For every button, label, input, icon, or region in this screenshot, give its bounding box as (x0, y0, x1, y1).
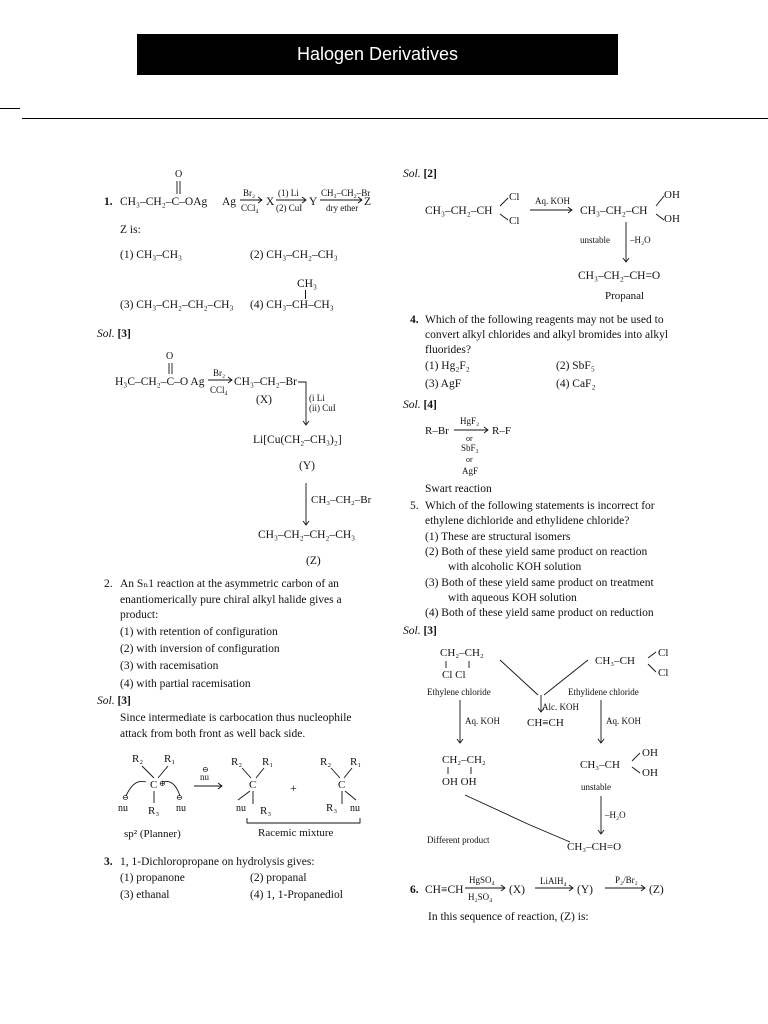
sol1-step2-b: (ii) CuI (309, 403, 336, 413)
q5-stem-line-1: Which of the following statements is incorrect for (425, 500, 655, 512)
q3-option-1: (1) propanone (120, 872, 185, 884)
page-title-banner (137, 34, 618, 75)
sol1-answer: [3] (117, 328, 131, 340)
sol5-acetaldehyde: CH₃–CH=O (567, 841, 622, 853)
sol2-cation-r1: R₁ (164, 753, 176, 765)
sol1-scheme (110, 345, 390, 570)
header-rule-left (0, 108, 20, 109)
q1-number: 1. (104, 196, 113, 208)
q2-option-2: (2) with inversion of configuration (120, 643, 280, 655)
q1-stem: Z is: (120, 224, 141, 236)
q1-reactant: CH₃–CH₂–C–OAg (120, 196, 208, 208)
sol3-scheme (420, 182, 700, 307)
sol3-answer: [2] (423, 168, 437, 180)
q6-y: (Y) (577, 884, 593, 896)
sol1-x-label: (X) (256, 394, 272, 406)
sol2-arrow-nu: nu (200, 772, 209, 782)
q4-option-3: (3) AgF (425, 378, 462, 390)
q6-reaction-scheme (405, 870, 695, 905)
sol5-ethylene-name: Ethylene chloride (427, 687, 491, 697)
q6-number: 6. (410, 884, 419, 896)
q1-reagent1-top: Br₂ (243, 188, 256, 198)
sol4-reaction-name: Swart reaction (425, 483, 492, 495)
sol2-sol: Sol. (97, 695, 115, 707)
sol4-sol: Sol. (403, 399, 421, 411)
sol2-p1-r2: R₂ (231, 756, 243, 768)
sol3-product: CH₃–CH₂–CH (580, 205, 648, 217)
q5-option-3-line-2: with aqueous KOH solution (448, 592, 577, 604)
q1-reagent2-top: (1) Li (278, 188, 299, 198)
q6-start: CH≡CH (425, 884, 464, 896)
sol5-acetylene: CH≡CH (527, 717, 564, 729)
sol1-oxygen: O (166, 351, 174, 362)
q4-number: 4. (410, 314, 419, 326)
q1-reaction-scheme (100, 165, 385, 215)
sol5-glycol-formula: CH₂–CH₂ (442, 754, 486, 766)
sol4-answer: [4] (423, 399, 437, 411)
sol2-nu-left: nu (118, 803, 128, 814)
q5-option-2-line-2: with alcoholic KOH solution (448, 561, 582, 573)
q6-stem: In this sequence of reaction, (Z) is: (428, 911, 589, 923)
sol5-gem-oh-bottom: OH (642, 767, 658, 779)
q1-z: Z (364, 196, 372, 208)
sol5-aq-koh-right: Aq. KOH (606, 716, 641, 726)
sol1-reagent1-bottom: CCl₄ (210, 385, 228, 395)
q1-option-4-branch: CH₃ (297, 278, 317, 290)
sol2-p2-r3: R₃ (326, 802, 338, 814)
q5-stem-line-2: ethylene dichloride and ethylidene chloride? (425, 515, 630, 527)
sol2-p1-r3: R₃ (260, 805, 272, 817)
q6-reagent1-top: HgSO₄ (469, 875, 495, 885)
q4-option-2: (2) SbF₅ (556, 360, 595, 372)
sol5-alc-koh: Alc. KOH (542, 702, 579, 712)
sol1-y-label: (Y) (299, 460, 315, 472)
q5-option-2-line-1: (2) Both of these yield same product on reaction (425, 546, 648, 558)
q5-option-4: (4) Both of these yield same product on reduction (425, 607, 654, 619)
q5-option-3-line-1: (3) Both of these yield same product on treatment (425, 577, 654, 589)
q4-stem-line-3: fluorides? (425, 344, 471, 356)
q2-stem-line-2: enantiomerically pure chiral alkyl halide gives a (120, 594, 342, 606)
q4-option-4: (4) CaF₂ (556, 378, 596, 390)
sol4-scheme (420, 412, 530, 480)
sol5-answer: [3] (423, 625, 437, 637)
sol3-final-name: Propanal (605, 290, 645, 302)
q2-option-4: (4) with partial racemisation (120, 678, 251, 690)
header-rule (22, 118, 768, 119)
sol2-racemic-label: Racemic mixture (258, 827, 334, 839)
q3-option-2: (2) propanal (250, 872, 307, 884)
sol1-step2-a: (i Li (309, 393, 325, 403)
sol1-label (97, 326, 131, 342)
sol4-lhs: R–Br (425, 425, 449, 437)
sol4-rhs: R–F (492, 425, 511, 437)
sol2-p2-r1: R₁ (350, 756, 362, 768)
sol2-racemization-diagram (110, 748, 380, 843)
sol3-unstable: unstable (580, 235, 610, 245)
sol2-answer: [3] (117, 695, 131, 707)
sol2-cation-c: C (150, 779, 158, 791)
svg-text:Ag: Ag (222, 196, 237, 208)
sol5-aq-koh-left: Aq. KOH (465, 716, 500, 726)
sol1-sol: Sol. (97, 328, 115, 340)
q1-option-1: (1) CH₃–CH₃ (120, 249, 183, 261)
sol5-ethylidene-formula: CH₃–CH (595, 655, 635, 667)
sol1-product1: CH₃–CH₂–Br (234, 376, 297, 388)
q1-oxygen: O (175, 169, 183, 180)
q6-z: (Z) (649, 884, 664, 896)
sol2-text-line-1: Since intermediate is carbocation thus nucleophile (120, 712, 352, 724)
sol5-sol: Sol. (403, 625, 421, 637)
q1-reagent3-top: CH₃–CH₂–Br (321, 188, 371, 198)
sol2-cation-r3: R₃ (148, 805, 160, 817)
sol1-z-formula: CH₃–CH₂–CH₂–CH₃ (258, 529, 356, 541)
sol3-final-product: CH₃–CH₂–CH=O (578, 270, 661, 282)
q2-option-1: (1) with retention of configuration (120, 626, 278, 638)
q6-x: (X) (509, 884, 525, 896)
sol5-different-product: Different product (427, 835, 490, 845)
sol2-p1-nu: nu (236, 803, 246, 814)
q5-option-1: (1) These are structural isomers (425, 531, 571, 543)
sol5-ethylidene-cl-bottom: Cl (658, 667, 669, 679)
sol2-arrow-charge: ⊖ (202, 765, 209, 774)
sol1-y-formula: Li[Cu(CH₂–CH₃)₂] (253, 434, 342, 446)
sol5-ethylene-cl: Cl Cl (442, 669, 466, 681)
q1-reagent3-bottom: dry ether (326, 203, 359, 213)
sol5-gem-diol: CH₃–CH (580, 759, 620, 771)
sol1-z-label: (Z) (306, 555, 321, 567)
q3-number: 3. (104, 856, 113, 868)
sol2-text-line-2: attack from both front as well back side. (120, 728, 306, 740)
q6-reagent1-bottom: H₂SO₄ (468, 892, 493, 902)
sol5-glycol-oh: OH OH (442, 776, 477, 788)
q3-stem: 1, 1-Dichloropropane on hydrolysis gives: (120, 856, 315, 868)
sol5-gem-oh-top: OH (642, 747, 658, 759)
sol3-oh-top: OH (664, 189, 680, 201)
sol3-reactant: CH₃–CH₂–CH (425, 205, 493, 217)
q3-option-3: (3) ethanal (120, 889, 170, 901)
sol2-p1-r1: R₁ (262, 756, 274, 768)
sol2-cation-charge: ⊕ (159, 779, 166, 788)
sol2-p2-r2: R₂ (320, 756, 332, 768)
q1-option-2: (2) CH₃–CH₂–CH₃ (250, 249, 338, 261)
q2-option-3: (3) with racemisation (120, 660, 219, 672)
q1-option-3: (3) CH₃–CH₂–CH₂–CH₃ (120, 299, 234, 311)
q4-option-1: (1) Hg₂F₂ (425, 360, 470, 372)
sol2-p2-nu: nu (350, 803, 360, 814)
sol5-label (403, 623, 437, 639)
sol3-label (403, 166, 437, 182)
q6-reagent3: P₂/Br₂ (615, 875, 638, 885)
sol2-plus: + (290, 781, 297, 795)
sol5-unstable: unstable (581, 782, 611, 792)
sol3-minus-h2o: –H₂O (630, 235, 651, 245)
sol1-step3: CH₃–CH₂–Br (311, 494, 372, 506)
q1-x: X (266, 196, 275, 208)
sol3-cl-top: Cl (509, 191, 520, 203)
q4-stem-line-2: convert alkyl chlorides and alkyl bromides into alkyl (425, 329, 669, 341)
q3-option-4: (4) 1, 1-Propanediol (250, 889, 343, 901)
sol5-ethylene-formula: CH₂–CH₂ (440, 647, 484, 659)
sol2-nu-left-charge: ⊖ (122, 793, 129, 802)
sol2-cation-r2: R₂ (132, 753, 144, 765)
q4-stem-line-1: Which of the following reagents may not be used to (425, 314, 664, 326)
q1-option-4: (4) CH₃–CH–CH₃ (250, 299, 334, 311)
sol3-oh-bottom: OH (664, 213, 680, 225)
sol2-p2-c: C (338, 779, 346, 791)
sol2-sp2-label: sp² (Planner) (124, 828, 181, 840)
sol1-reagent1-top: Br₂ (213, 368, 226, 378)
sol2-nu-right: nu (176, 803, 186, 814)
sol3-reagent: Aq. KOH (535, 196, 570, 206)
sol4-or-1: or (466, 434, 473, 443)
q2-stem-line-3: product: (120, 609, 159, 621)
sol3-cl-bottom: Cl (509, 215, 520, 227)
q2-stem-line-1: An Sₙ1 reaction at the asymmetric carbon of an (120, 578, 339, 590)
sol2-label (97, 693, 131, 709)
sol4-reagent-sbf3: SbF₃ (461, 443, 479, 453)
q6-reagent2: LiAlH₄ (540, 876, 567, 886)
sol5-scheme (420, 640, 690, 855)
sol3-sol: Sol. (403, 168, 421, 180)
sol4-or-2: or (466, 455, 473, 464)
sol5-ethylidene-name: Ethylidene chloride (568, 687, 639, 697)
sol4-reagent-hgf2: HgF₂ (460, 416, 480, 426)
sol4-reagent-agf: AgF (462, 466, 479, 476)
sol1-reactant: H₃C–CH₂–C–O Ag (115, 376, 205, 388)
q1-reagent1-bottom: CCl₄ (241, 203, 259, 213)
sol2-p1-c: C (249, 779, 257, 791)
q1-y: Y (309, 196, 318, 208)
page-title: Halogen Derivatives (296, 44, 459, 64)
q5-number: 5. (410, 500, 419, 512)
q2-number: 2. (104, 578, 113, 590)
sol5-ethylidene-cl-top: Cl (658, 647, 669, 659)
q1-reagent2-bottom: (2) CuI (276, 203, 303, 213)
sol4-label (403, 397, 437, 413)
sol5-minus-h2o: –H₂O (605, 810, 626, 820)
sol2-nu-right-charge: ⊖ (176, 793, 183, 802)
